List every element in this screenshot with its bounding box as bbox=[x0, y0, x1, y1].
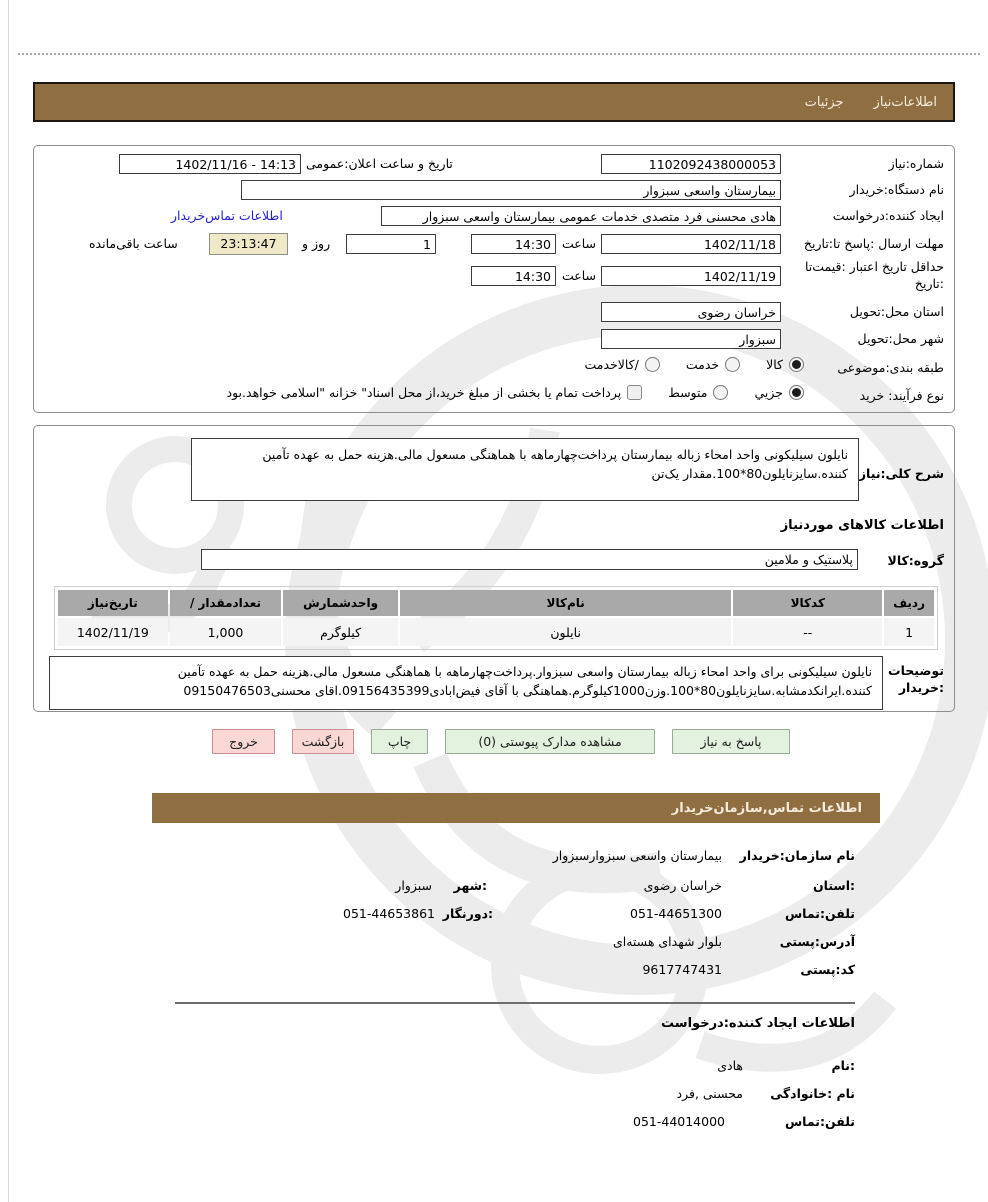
reply-deadline-date-input[interactable] bbox=[601, 234, 781, 254]
col-quantity: / تعدادمقدار bbox=[170, 590, 282, 616]
org-province-label: :استان bbox=[812, 878, 855, 893]
announce-datetime-input[interactable] bbox=[119, 154, 301, 174]
col-unit: واحدشمارش bbox=[283, 590, 398, 616]
org-address-value: بلوار شهدای هسته‌ای bbox=[612, 934, 722, 949]
process-option-minor: جزيي bbox=[754, 385, 804, 400]
action-buttons bbox=[210, 729, 790, 754]
creator-info-heading: اطلاعات ایجاد کننده:درخواست bbox=[661, 1016, 855, 1031]
deadline-hour-label: ساعت bbox=[562, 236, 597, 251]
remaining-days-input[interactable] bbox=[346, 234, 436, 254]
delivery-city-input[interactable] bbox=[601, 329, 781, 349]
creator-phone-value: 051-44014000 bbox=[633, 1114, 725, 1129]
table-header-row bbox=[58, 590, 934, 616]
validity-label-line1: حداقل تاریخ اعتبار :قیمت‌تا bbox=[804, 259, 944, 274]
classification-options bbox=[584, 357, 804, 372]
menu-item-need-info[interactable]: اطلاعات‌نیاز bbox=[873, 94, 937, 110]
process-type-options bbox=[227, 385, 804, 400]
org-phone-label: تلفن:تماس bbox=[784, 906, 855, 921]
classification-option-service: خدمت bbox=[686, 357, 740, 372]
cell-unit: کیلوگرم bbox=[283, 618, 398, 646]
top-menu-bar bbox=[33, 82, 955, 122]
cell-need-date: 1402/11/19 bbox=[58, 618, 168, 646]
org-contact-bar bbox=[152, 793, 880, 823]
buyer-notes-box[interactable]: نایلون سیلیکونی برای واحد امحاء زباله بیمارستان واسعی سبزوار.پرداخت‌چهارماهه با هماهنگی مسعول مالی.هزینه حمل به عهده تآمین کننده.ایرانکدمشابه.سایزنایلون80*100.وزن1000کیلوگرم.هماهنگی با آقای فیض‌ابادی09156435399.اقای محسنی09150476503 bbox=[49, 656, 883, 710]
creator-name-value: هادی bbox=[717, 1058, 743, 1073]
reply-deadline-label: مهلت ارسال :پاسخ تا:تاریخ bbox=[803, 236, 944, 251]
print-button[interactable]: چاپ bbox=[371, 729, 428, 754]
dotted-divider bbox=[18, 53, 980, 55]
cell-goods-code: -- bbox=[733, 618, 882, 646]
goods-group-label: گروه:کالا bbox=[887, 553, 944, 568]
need-number-label: شماره:نیاز bbox=[888, 156, 944, 171]
radio-minor[interactable] bbox=[789, 385, 804, 400]
radio-medium[interactable] bbox=[713, 385, 728, 400]
cell-quantity: 1,000 bbox=[170, 618, 282, 646]
treasury-checkbox[interactable] bbox=[627, 385, 642, 400]
radio-goods-service[interactable] bbox=[645, 357, 660, 372]
need-number-input[interactable] bbox=[601, 154, 781, 174]
org-fax-label: :دورنگار bbox=[442, 906, 493, 921]
col-need-date: تاریخ‌نیاز bbox=[58, 590, 168, 616]
validity-date-input[interactable] bbox=[601, 266, 781, 286]
cell-row-number: 1 bbox=[884, 618, 934, 646]
view-attachments-button[interactable]: مشاهده مدارک پیوستی (0) bbox=[445, 729, 655, 754]
reply-to-need-button[interactable]: پاسخ به نیاز bbox=[672, 729, 790, 754]
exit-button[interactable]: خروج bbox=[212, 729, 275, 754]
radio-service[interactable] bbox=[725, 357, 740, 372]
validity-hour-input[interactable] bbox=[471, 266, 556, 286]
days-label: روز و bbox=[302, 236, 331, 251]
menu-item-details[interactable]: جزئیات bbox=[804, 94, 844, 110]
col-goods-name: نام‌کالا bbox=[400, 590, 732, 616]
creator-name-label: :نام bbox=[831, 1058, 855, 1073]
org-postal-value: 9617747431 bbox=[642, 962, 722, 977]
treasury-payment-option: پرداخت تمام یا بخشی از مبلغ خرید،از محل اسناد" خزانه "اسلامی خواهد.بود bbox=[227, 385, 643, 400]
classification-option-goods: کالا bbox=[766, 357, 804, 372]
request-creator-label: ایجاد کننده:درخواست bbox=[832, 208, 944, 223]
countdown-timer: 23:13:47 bbox=[209, 233, 288, 255]
process-type-label: نوع فرآیند: خرید bbox=[859, 388, 944, 403]
page-edge-line bbox=[8, 0, 9, 1202]
goods-group-input[interactable] bbox=[201, 549, 858, 570]
announce-label: تاریخ و ساعت اعلان:عمومی bbox=[306, 156, 453, 171]
process-option-medium: متوسط bbox=[668, 385, 728, 400]
org-contact-bar-title: اطلاعات تماس,سازمان‌خریدار bbox=[671, 800, 862, 816]
validity-hour-label: ساعت bbox=[562, 268, 597, 283]
creator-phone-label: تلفن:تماس bbox=[784, 1114, 855, 1129]
goods-table bbox=[56, 588, 936, 648]
need-info-panel bbox=[33, 145, 955, 413]
org-name-label: نام سازمان:خریدار bbox=[739, 848, 855, 863]
device-name-input[interactable] bbox=[241, 180, 781, 200]
org-fax-value: 051-44653861 bbox=[343, 906, 435, 921]
classification-label: طبقه بندی:موضوعی bbox=[837, 360, 944, 375]
reply-deadline-hour-input[interactable] bbox=[471, 234, 556, 254]
creator-family-label: نام :خانوادگی bbox=[770, 1086, 855, 1101]
delivery-city-label: شهر محل:تحویل bbox=[857, 331, 944, 346]
need-description-box[interactable]: نایلون سیلیکونی واحد امحاء زباله بیمارستان پرداخت‌چهارماهه با هماهنگی مسعول مالی.هزینه حمل به عهده تآمین کننده.سایزنایلون80*100.مقدار یک‌تن bbox=[191, 438, 859, 501]
org-city-value: سبزوار bbox=[395, 878, 432, 893]
radio-goods[interactable] bbox=[789, 357, 804, 372]
request-creator-input[interactable] bbox=[381, 206, 781, 226]
col-row-number: ردیف bbox=[884, 590, 934, 616]
buyer-notes-label-line2: :خریدار bbox=[898, 680, 944, 695]
creator-family-value: محسنی ,فرد bbox=[676, 1086, 743, 1101]
hours-remaining-label: ساعت باقی‌مانده bbox=[89, 236, 178, 251]
org-name-value: بیمارستان واسعی سبزوارسبزوار bbox=[552, 848, 722, 863]
back-button[interactable]: بازگشت bbox=[292, 729, 354, 754]
cell-goods-name: نایلون bbox=[400, 618, 732, 646]
classification-option-goods-service: /کالاخدمت bbox=[584, 357, 659, 372]
table-row bbox=[58, 618, 934, 646]
col-goods-code: کدکالا bbox=[733, 590, 882, 616]
buyer-contact-link[interactable]: اطلاعات تماس‌خریدار bbox=[171, 208, 283, 223]
goods-details-panel bbox=[33, 425, 955, 712]
org-province-value: خراسان رضوی bbox=[643, 878, 722, 893]
delivery-province-input[interactable] bbox=[601, 302, 781, 322]
validity-label-line2: :تاریخ bbox=[914, 276, 944, 291]
goods-table-wrap bbox=[54, 586, 938, 650]
need-description-label: شرح کلی:نیاز bbox=[858, 466, 944, 481]
delivery-province-label: استان محل:تحویل bbox=[849, 304, 944, 319]
section-divider bbox=[175, 1002, 855, 1004]
org-city-label: :شهر bbox=[453, 878, 487, 893]
device-name-label: نام دستگاه:خریدار bbox=[849, 182, 944, 197]
buyer-notes-label-line1: توضیحات bbox=[888, 663, 944, 678]
org-phone-value: 051-44651300 bbox=[630, 906, 722, 921]
org-postal-label: کد:پستی bbox=[800, 962, 855, 977]
org-address-label: آدرس:پستی bbox=[779, 934, 855, 949]
goods-info-heading: اطلاعات کالاهای موردنیاز bbox=[780, 518, 944, 533]
